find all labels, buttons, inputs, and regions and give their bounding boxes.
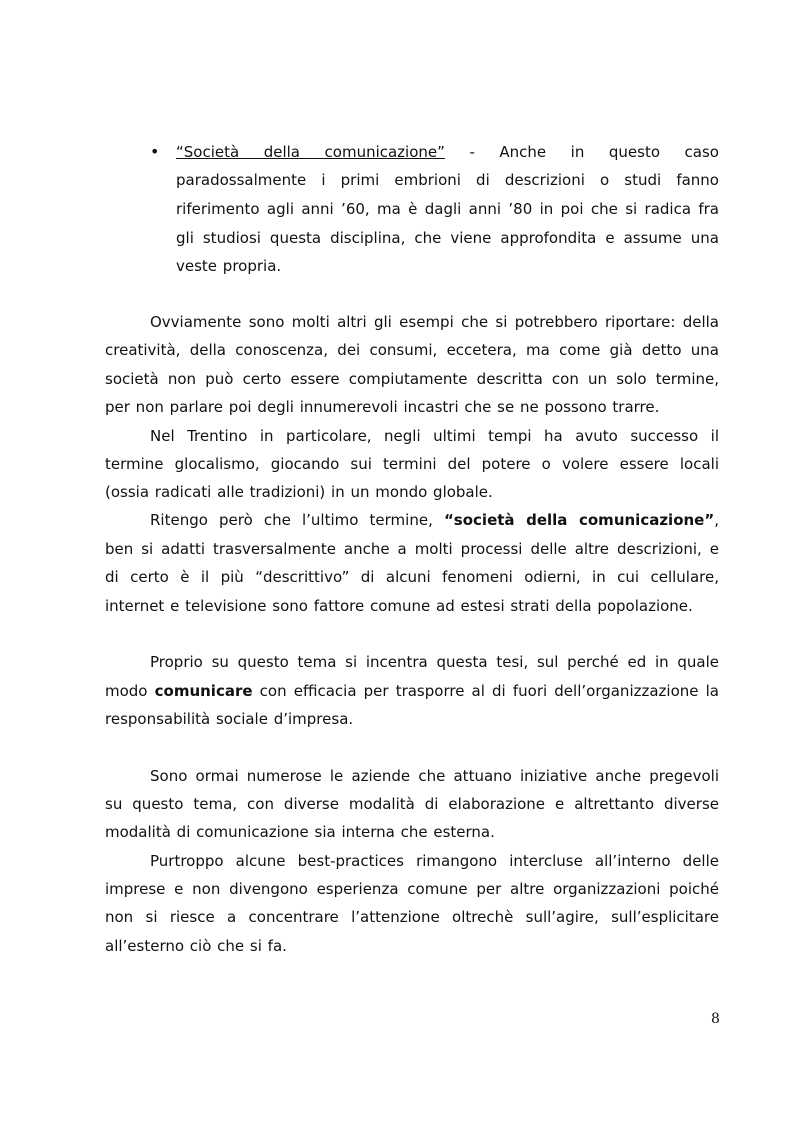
para4-line-3: responsabilità sociale d’impresa. bbox=[105, 710, 354, 728]
para1-line-3: società non può certo essere compiutamente descritta con un solo termine, bbox=[105, 370, 719, 388]
para4-line-1: Proprio su questo tema si incentra questa tesi, sul perché ed in quale bbox=[150, 653, 719, 671]
para3-line-1-pre: Ritengo però che l’ultimo termine, bbox=[150, 511, 444, 529]
para5-line-2: su questo tema, con diverse modalità di elaborazione e altrettanto diverse bbox=[105, 795, 719, 813]
para3-line-1 bbox=[150, 510, 719, 530]
para3-bold-term: “società della comunicazione” bbox=[443, 511, 715, 529]
para6-line-4: all’esterno ciò che si fa. bbox=[105, 937, 287, 955]
para2-line-1: Nel Trentino in particolare, negli ultimi tempi ha avuto successo il bbox=[150, 427, 719, 445]
para4-line-2-pre: modo bbox=[105, 682, 155, 700]
para3-line-4: internet e televisione sono fattore comune ad estesi strati della popolazione. bbox=[105, 597, 693, 615]
para5-line-1: Sono ormai numerose le aziende che attuano iniziative anche pregevoli bbox=[150, 767, 719, 785]
bullet-line-1-text: - Anche in questo caso bbox=[444, 143, 719, 161]
para6-line-2: imprese e non divengono esperienza comune per altre organizzazioni poiché bbox=[105, 880, 719, 898]
para1-line-1: Ovviamente sono molti altri gli esempi che si potrebbero riportare: della bbox=[150, 313, 719, 331]
para1-line-2: creatività, della conoscenza, dei consumi, eccetera, ma come già detto una bbox=[105, 341, 719, 359]
para4-line-2 bbox=[105, 681, 719, 701]
bullet-dot: • bbox=[150, 142, 160, 161]
bullet-line-5: veste propria. bbox=[176, 257, 282, 275]
para3-line-3: di certo è il più “descrittivo” di alcuni fenomeni odierni, in cui cellulare, bbox=[105, 568, 719, 586]
bullet-line-1 bbox=[176, 142, 719, 162]
page-number: 8 bbox=[711, 1011, 720, 1027]
para1-line-4: per non parlare poi degli innumerevoli incastri che se ne possono trarre. bbox=[105, 398, 660, 416]
bullet-line-3: riferimento agli anni ’60, ma è dagli anni ’80 in poi che si radica fra bbox=[176, 200, 719, 218]
para3-line-1-post: , bbox=[714, 511, 719, 529]
para2-line-3: (ossia radicati alle tradizioni) in un mondo globale. bbox=[105, 483, 493, 501]
para5-line-3: modalità di comunicazione sia interna che esterna. bbox=[105, 823, 495, 841]
para4-bold-term: comunicare bbox=[154, 682, 253, 700]
bullet-line-4: gli studiosi questa disciplina, che viene approfondita e assume una bbox=[176, 229, 719, 247]
para6-line-3: non si riesce a concentrare l’attenzione oltrechè sull’agire, sull’esplicitare bbox=[105, 908, 719, 926]
para6-line-1: Purtroppo alcune best-practices rimangono intercluse all’interno delle bbox=[150, 852, 719, 870]
para3-line-2: ben si adatti trasversalmente anche a molti processi delle altre descrizioni, e bbox=[105, 540, 719, 558]
bullet-line-2: paradossalmente i primi embrioni di descrizioni o studi fanno bbox=[176, 171, 719, 189]
para4-line-2-post: con efficacia per trasporre al di fuori dell’organizzazione la bbox=[252, 682, 719, 700]
bullet-term: “Società della comunicazione” bbox=[176, 143, 445, 161]
para2-line-2: termine glocalismo, giocando sui termini del potere o volere essere locali bbox=[105, 455, 719, 473]
